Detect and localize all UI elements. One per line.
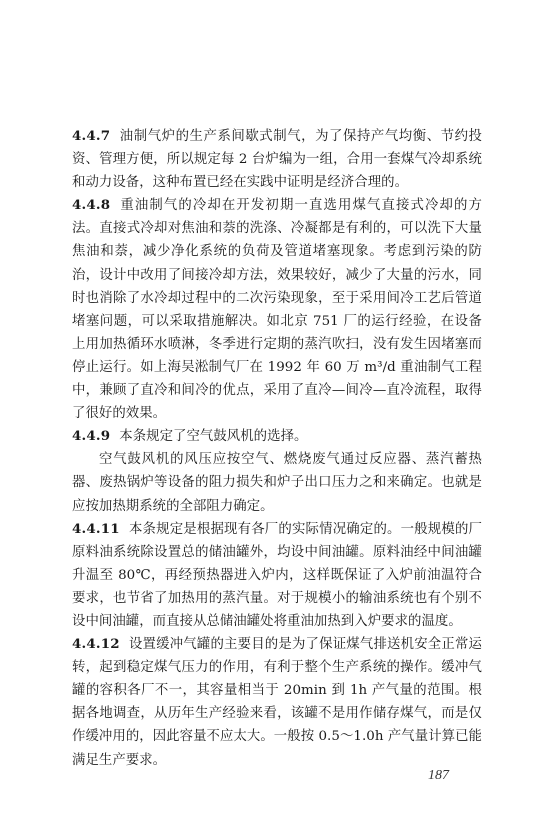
section-4-4-12 (72, 633, 482, 772)
section-text: 本条规定了空气鼓风机的选择。 (119, 429, 308, 445)
section-text: 设置缓冲气罐的主要目的是为了保证煤气排送机安全正常运转，起到稳定煤气压力的作用，有利于整个生产系统的操作。缓冲气罐的容积各厂不一，其容量相当于 20min 到 1h 产气量的范围。根据各地调查，从历年生产经验来看，该罐不是用作储存煤气，而是仅作缓冲用的，因此容量不应太大。一般按 0.5～1.0h 产气量计算已能满足生产要求。 (72, 637, 482, 768)
page-number: 187 (428, 768, 449, 783)
section-4-4-11 (72, 518, 482, 633)
section-text: 油制气炉的生产系间歇式制气，为了保持产气均衡、节约投资、管理方便，所以规定每 2 台炉编为一组，合用一套煤气冷却系统和动力设备，这种布置已经在实践中证明是经济合理的。 (72, 129, 482, 191)
section-text: 空气鼓风机的风压应按空气、燃烧废气通过反应器、蒸汽蓄热器、废热锅炉等设备的阻力损失和炉子出口压力之和来确定。也就是应按加热期系统的全部阻力确定。 (72, 452, 482, 514)
section-text: 本条规定是根据现有各厂的实际情况确定的。一般规模的厂原料油系统除设置总的储油罐外，均设中间油罐。原料油经中间油罐升温至 80℃，再经预热器进入炉内，这样既保证了入炉前油温符合要求，也节省了加热用的蒸汽量。对于规模小的输油系统也有个别不设中间油罐，而直接从总储油罐处将重油加热到入炉要求的温度。 (72, 521, 482, 629)
section-number: 4.4.9 (72, 428, 111, 445)
section-text: 重油制气的冷却在开发初期一直选用煤气直接式冷却的方法。直接式冷却对焦油和萘的洗涤、冷凝都是有利的，可以洗下大量焦油和萘，减少净化系统的负荷及管道堵塞现象。考虑到污染的防治，设计中改用了间接冷却方法，效果较好，减少了大量的污水，同时也消除了水冷却过程中的二次污染现象，至于采用间冷工艺后管道堵塞问题，可以采取措施解决。如北京 751 厂的运行经验，在设备上用加热循环水喷淋，冬季进行定期的蒸汽吹扫，没有发生因堵塞而停止运行。如上海吴淞制气厂在 1992 年 60 万 m³/d 重油制气工程中，兼顾了直冷和间冷的优点，采用了直冷—间冷—直冷流程，取得了很好的效果。 (72, 198, 482, 422)
section-4-4-7 (72, 125, 482, 194)
section-number: 4.4.7 (72, 128, 111, 144)
section-number: 4.4.11 (72, 520, 120, 537)
section-4-4-9 (72, 425, 482, 448)
section-4-4-8 (72, 194, 482, 425)
section-number: 4.4.12 (72, 636, 120, 653)
section-number: 4.4.8 (72, 197, 111, 214)
document-body (72, 125, 482, 772)
section-4-4-9-paragraph (72, 448, 482, 517)
